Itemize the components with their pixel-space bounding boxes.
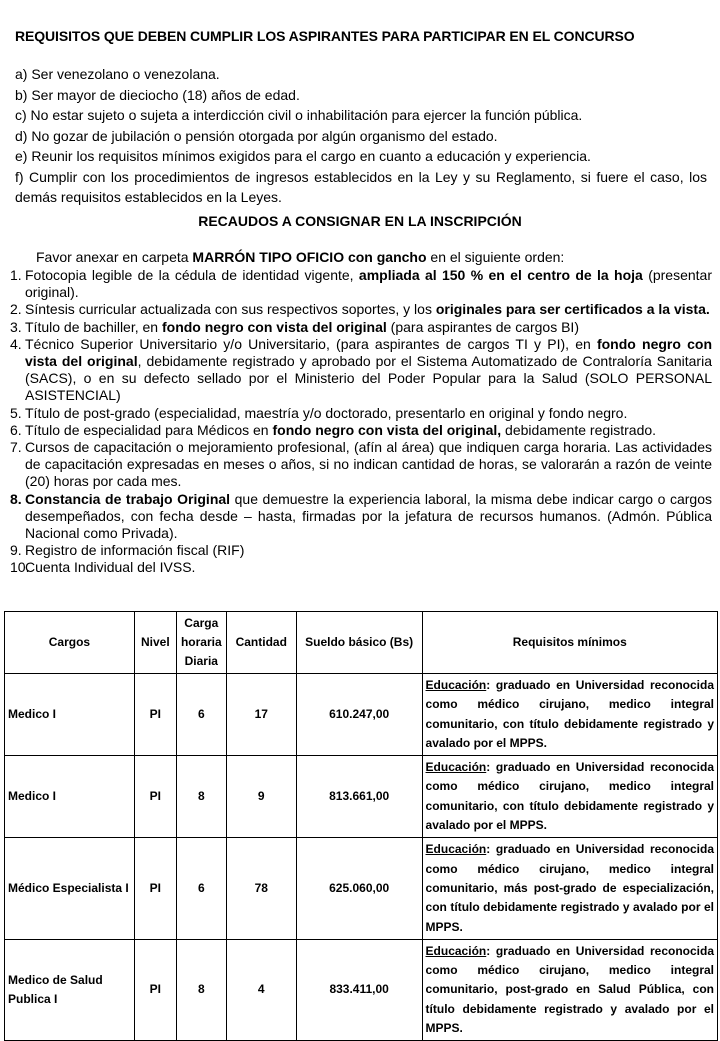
requirements-list bbox=[15, 64, 707, 208]
document-text-bold: Constancia de trabajo Original bbox=[25, 490, 231, 507]
document-number: 4. bbox=[10, 335, 22, 352]
document-text bbox=[25, 439, 712, 491]
intro-text: Favor anexar en carpeta bbox=[36, 249, 193, 265]
education-label: Educación bbox=[425, 943, 487, 958]
education-label: Educación bbox=[425, 842, 487, 857]
cell-cantidad: 9 bbox=[226, 756, 296, 838]
document-text-run: Fotocopia legible de la cédula de identidad vigente, bbox=[25, 267, 359, 283]
requirement-item: f) Cumplir con los procedimientos de ingresos establecidos en la Ley y su Reglamento, si fuere el caso, los demás requisitos establecidos en la Leyes. bbox=[15, 168, 707, 205]
document-text bbox=[25, 301, 712, 318]
document-item bbox=[10, 301, 712, 318]
cell-cargo: Medico I bbox=[5, 674, 135, 756]
cell-sueldo: 813.661,00 bbox=[296, 756, 422, 838]
header-carga: Carga horaria Diaria bbox=[176, 612, 226, 674]
requirement-item: a) Ser venezolano o venezolana. bbox=[15, 66, 220, 82]
positions-table bbox=[4, 611, 718, 1041]
document-number: 3. bbox=[10, 318, 22, 335]
document-text-run: (presentar original). bbox=[25, 267, 713, 301]
document-number: 5. bbox=[10, 404, 22, 421]
document-text bbox=[25, 422, 712, 439]
table-header-row bbox=[5, 612, 718, 674]
cell-requisitos bbox=[422, 838, 717, 939]
header-requisitos: Requisitos mínimos bbox=[422, 612, 717, 674]
document-item bbox=[10, 491, 712, 543]
cell-carga: 6 bbox=[176, 838, 226, 939]
table-row bbox=[5, 939, 718, 1040]
requirements-text: : graduado en Universidad reconocida como médico cirujano, medico integral comunitario, post-grado en Salud Pública, con título debidamente registrado y avalado por el MPPS. bbox=[425, 943, 714, 1036]
document-item bbox=[10, 439, 712, 491]
document-number: 2. bbox=[10, 301, 22, 318]
document-text-bold: fondo negro con vista del original, bbox=[272, 421, 502, 438]
requirement-item: b) Ser mayor de dieciocho (18) años de edad. bbox=[15, 86, 300, 103]
cell-carga: 6 bbox=[176, 674, 226, 756]
document-number: 1. bbox=[10, 267, 22, 283]
cell-cantidad: 17 bbox=[226, 674, 296, 756]
cell-cargo: Medico I bbox=[5, 756, 135, 838]
document-item bbox=[10, 422, 712, 439]
document-text-run: (para aspirantes de cargos BI) bbox=[386, 318, 579, 335]
document-text-run: Cuenta Individual del IVSS. bbox=[25, 559, 196, 576]
requirements-heading: REQUISITOS QUE DEBEN CUMPLIR LOS ASPIRANTES PARA PARTICIPAR EN EL CONCURSO bbox=[15, 28, 635, 44]
document-number: 7. bbox=[10, 439, 22, 456]
header-sueldo: Sueldo básico (Bs) bbox=[296, 612, 422, 674]
document-number: 8. bbox=[10, 490, 22, 507]
requirement-item: e) Reunir los requisitos mínimos exigidos para el cargo en cuanto a educación y experiencia. bbox=[15, 148, 591, 164]
document-text bbox=[25, 491, 712, 543]
cell-sueldo: 625.060,00 bbox=[296, 838, 422, 939]
document-text-run: Cursos de capacitación o mejoramiento profesional, (afín al área) que indiquen carga horaria. Las actividades de capacitación expresadas en meses o años, si no indican cantidad de horas, se valorarán a razón de veinte (20) horas por cada mes. bbox=[25, 439, 712, 490]
requirements-text: : graduado en Universidad reconocida como médico cirujano, medico integral comunitario, con título debidamente registrado y avalado por el MPPS. bbox=[425, 678, 714, 750]
cell-cantidad: 78 bbox=[226, 838, 296, 939]
cell-sueldo: 833.411,00 bbox=[296, 939, 422, 1040]
table-row bbox=[5, 838, 718, 939]
document-number: 6. bbox=[10, 421, 22, 438]
document-item bbox=[10, 336, 712, 405]
document-text-run: Título de post-grado (especialidad, maestría y/o doctorado, presentarlo en original y fondo negro. bbox=[25, 404, 628, 421]
requirements-text: : graduado en Universidad reconocida como médico cirujano, medico integral comunitario, más post-grado de especialización, con título debidamente registrado y avalado por el MPPS. bbox=[425, 842, 714, 934]
document-text-bold: fondo negro con vista del original bbox=[25, 335, 712, 370]
documents-heading: RECAUDOS A CONSIGNAR EN LA INSCRIPCIÓN bbox=[198, 213, 522, 229]
document-text-run: que demuestre la experiencia laboral, la misma debe indicar cargo o cargos desempeñados, con fecha desde – hasta, firmadas por la jefatura de recursos humanos. (Admón. Pública Nacional como Privada). bbox=[25, 490, 713, 542]
cell-requisitos bbox=[422, 674, 717, 756]
document-text-bold: fondo negro con vista del original bbox=[161, 318, 387, 335]
header-cantidad: Cantidad bbox=[226, 612, 296, 674]
document-item bbox=[10, 319, 712, 336]
document-text bbox=[25, 542, 712, 559]
document-number: 10. bbox=[10, 559, 30, 576]
cell-nivel: PI bbox=[134, 674, 176, 756]
document-text bbox=[25, 267, 712, 301]
cell-nivel: PI bbox=[134, 838, 176, 939]
header-cargos: Cargos bbox=[5, 612, 135, 674]
document-text bbox=[25, 559, 712, 576]
requirements-text: : graduado en Universidad reconocida como médico cirujano, medico integral comunitario, con título debidamente registrado y avalado por el MPPS. bbox=[425, 760, 714, 833]
document-text bbox=[25, 336, 712, 405]
cell-nivel: PI bbox=[134, 756, 176, 838]
document-item bbox=[10, 267, 712, 301]
intro-text-end: en el siguiente orden: bbox=[426, 249, 565, 265]
document-text bbox=[25, 405, 712, 422]
documents-list bbox=[10, 267, 712, 577]
document-number: 9. bbox=[10, 542, 22, 559]
document-text-run: Síntesis curricular actualizada con sus respectivos soportes, y los bbox=[25, 301, 436, 318]
header-nivel: Nivel bbox=[134, 612, 176, 674]
cell-cargo: Medico de Salud Publica I bbox=[5, 939, 135, 1040]
document-item bbox=[10, 405, 712, 422]
documents-intro bbox=[36, 249, 564, 265]
table-row bbox=[5, 674, 718, 756]
requirement-item: c) No estar sujeto o sujeta a interdicción civil o inhabilitación para ejercer la función pública. bbox=[15, 107, 583, 123]
cell-carga: 8 bbox=[176, 939, 226, 1040]
document-text-run: , debidamente registrado y aprobado por el Sistema Automatizado de Contraloría Sanitaria (SACS), o en su defecto sellado por el Ministerio del Poder Popular para la Salud (SOLO PERSONAL ASISTENCIAL) bbox=[25, 353, 712, 404]
cell-cantidad: 4 bbox=[226, 939, 296, 1040]
cell-nivel: PI bbox=[134, 939, 176, 1040]
cell-requisitos bbox=[422, 939, 717, 1040]
document-text-run: Título de especialidad para Médicos en bbox=[25, 421, 273, 438]
document-text-run: Título de bachiller, en bbox=[25, 318, 162, 335]
cell-cargo: Médico Especialista I bbox=[5, 838, 135, 939]
document-text bbox=[25, 319, 712, 336]
document-text-run: Técnico Superior Universitario y/o Universitario, (para aspirantes de cargos TI y PI), en bbox=[25, 335, 597, 352]
document-text-bold: ampliada al 150 % en el centro de la hoja bbox=[358, 267, 643, 283]
intro-bold-text: MARRÓN TIPO OFICIO con gancho bbox=[192, 249, 427, 265]
cell-requisitos bbox=[422, 756, 717, 838]
document-text-run: debidamente registrado. bbox=[501, 421, 657, 438]
document-text-run: Registro de información fiscal (RIF) bbox=[25, 542, 245, 559]
requirement-item: d) No gozar de jubilación o pensión otorgada por algún organismo del estado. bbox=[15, 127, 498, 144]
table-row bbox=[5, 756, 718, 838]
document-item bbox=[10, 559, 712, 576]
education-label: Educación bbox=[425, 678, 487, 692]
document-item bbox=[10, 542, 712, 559]
cell-carga: 8 bbox=[176, 756, 226, 838]
education-label: Educación bbox=[425, 760, 487, 775]
cell-sueldo: 610.247,00 bbox=[296, 674, 422, 756]
document-text-bold: originales para ser certificados a la vista. bbox=[435, 301, 710, 318]
